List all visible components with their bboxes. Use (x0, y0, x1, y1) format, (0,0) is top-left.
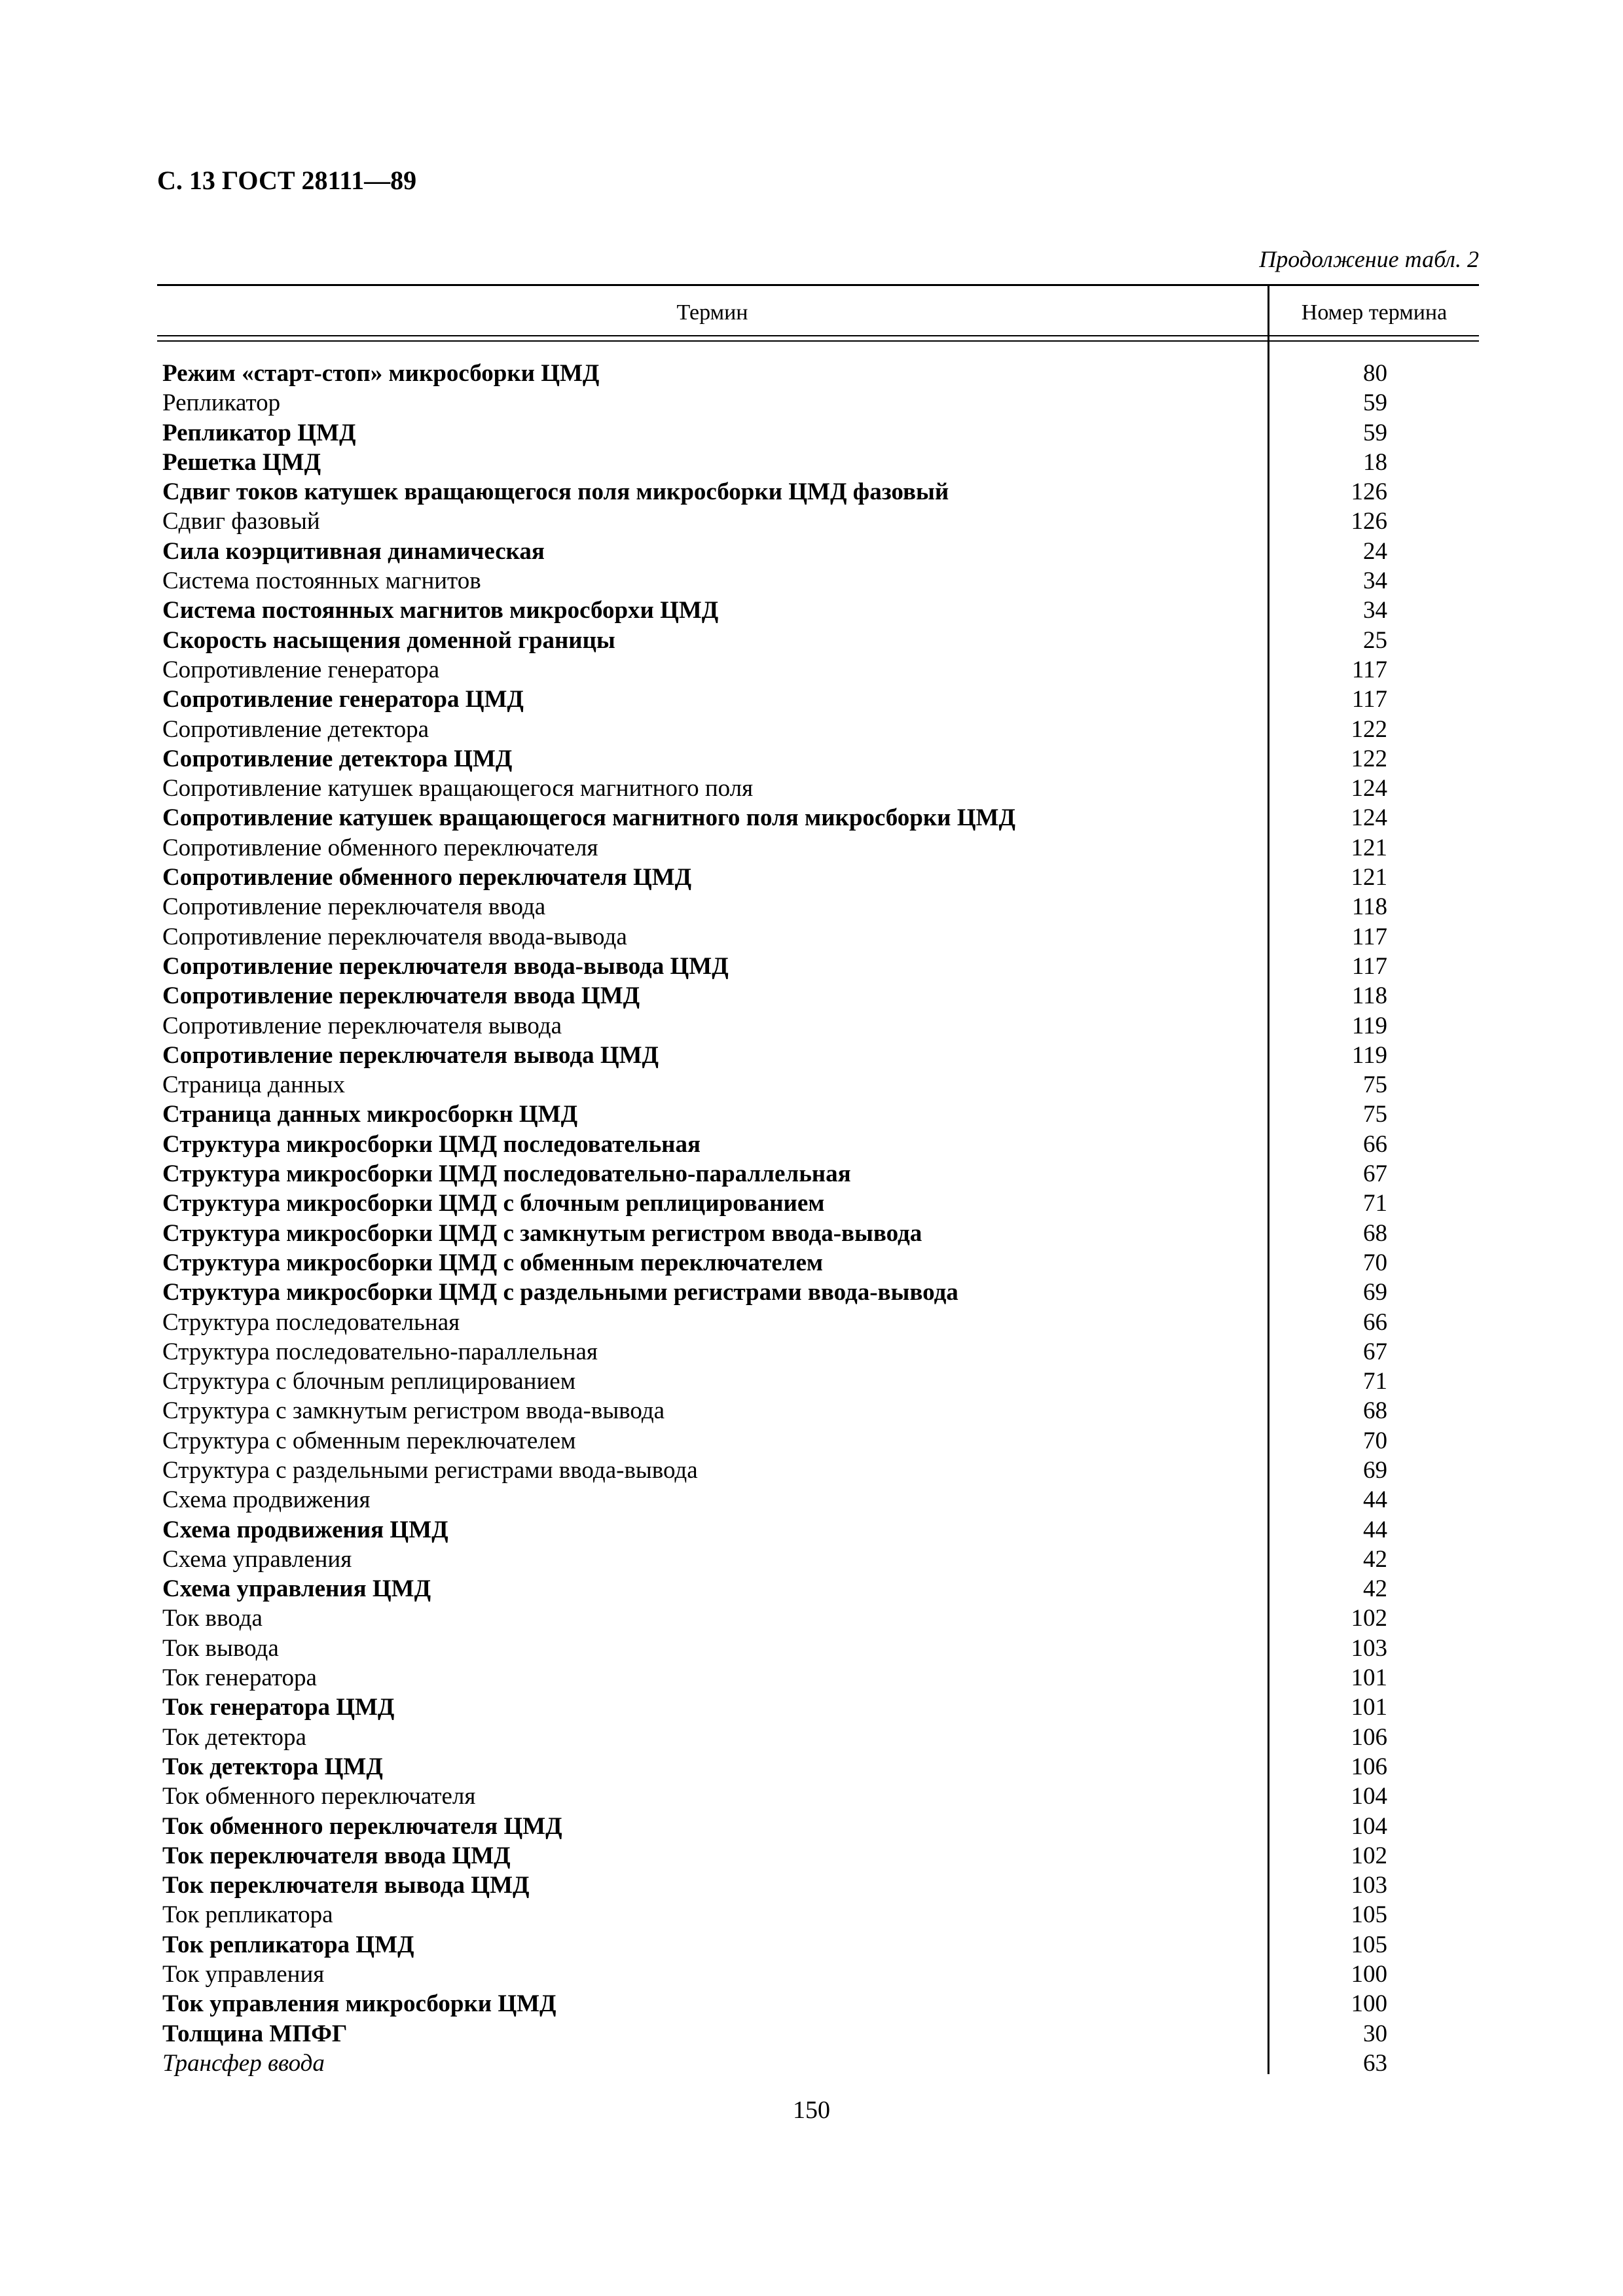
term-number-cell: 67 (1363, 1338, 1387, 1365)
term-cell: Толщина МПФГ (162, 2020, 348, 2047)
term-cell: Сопротивление катушек вращающегося магнитного поля микросборки ЦМД (162, 804, 1015, 832)
term-number-cell: 100 (1351, 1990, 1387, 2018)
term-cell: Сопротивление генератора (162, 656, 440, 683)
table-row (157, 1515, 1479, 1545)
term-number-cell: 71 (1363, 1190, 1387, 1217)
table-row (157, 1189, 1479, 1218)
term-cell: Скорость насыщения доменной границы (162, 626, 615, 654)
term-cell: Ток генератора (162, 1664, 317, 1692)
term-number-cell: 117 (1351, 923, 1387, 950)
table-row (157, 1159, 1479, 1189)
table-row (157, 1545, 1479, 1574)
term-cell: Система постоянных магнитов (162, 567, 481, 595)
term-number-cell: 101 (1351, 1664, 1387, 1692)
term-number-cell: 122 (1351, 745, 1387, 772)
table-row (157, 803, 1479, 833)
table-row (157, 1396, 1479, 1426)
table-row (157, 1723, 1479, 1752)
table-row (157, 2019, 1479, 2049)
table-row (157, 892, 1479, 922)
term-number-cell: 75 (1363, 1071, 1387, 1099)
table-row (157, 448, 1479, 477)
term-cell: Страница данных (162, 1071, 346, 1099)
table-row (157, 1871, 1479, 1900)
term-number-cell: 117 (1351, 952, 1387, 980)
table-row (157, 566, 1479, 596)
table-row (157, 922, 1479, 952)
term-cell: Ток детектора ЦМД (162, 1753, 383, 1780)
term-cell: Сопротивление обменного переключателя ЦМД (162, 864, 692, 891)
table-row (157, 1841, 1479, 1871)
table-row (157, 1960, 1479, 1989)
table-row (157, 685, 1479, 714)
term-number-cell: 117 (1351, 686, 1387, 713)
table-row (157, 1812, 1479, 1841)
term-number-cell: 119 (1351, 1012, 1387, 1039)
term-cell: Ток обменного переключателя ЦМД (162, 1812, 562, 1840)
term-cell: Структура микросборки ЦМД с обменным переключателем (162, 1249, 824, 1276)
term-cell: Структура микросборки ЦМД с замкнутым регистром ввода-вывода (162, 1219, 922, 1247)
table-row (157, 863, 1479, 892)
term-number-cell: 42 (1363, 1575, 1387, 1603)
table-row (157, 1574, 1479, 1604)
term-cell: Сопротивление катушек вращающегося магнитного поля (162, 775, 754, 802)
table-row (157, 1693, 1479, 1722)
table-row (157, 744, 1479, 774)
term-number-cell: 66 (1363, 1308, 1387, 1336)
table-row (157, 537, 1479, 566)
term-number-cell: 44 (1363, 1486, 1387, 1514)
term-cell: Сопротивление детектора ЦМД (162, 745, 513, 772)
table-row (157, 1989, 1479, 2018)
term-cell: Ток ввода (162, 1605, 263, 1632)
term-number-cell: 126 (1351, 478, 1387, 506)
table-row (157, 1041, 1479, 1070)
term-number-cell: 24 (1363, 537, 1387, 565)
term-number-cell: 103 (1351, 1634, 1387, 1662)
term-number-cell: 105 (1351, 1931, 1387, 1958)
term-number-cell: 66 (1363, 1130, 1387, 1158)
table-row (157, 477, 1479, 507)
term-number-cell: 102 (1351, 1605, 1387, 1632)
table-row (157, 981, 1479, 1011)
term-number-cell: 44 (1363, 1516, 1387, 1543)
term-cell: Схема продвижения (162, 1486, 371, 1514)
term-cell: Структура микросборки ЦМД с раздельными регистрами ввода-вывода (162, 1279, 958, 1306)
table-row (157, 1248, 1479, 1278)
term-number-cell: 106 (1351, 1753, 1387, 1780)
term-cell: Структура микросборки ЦМД с блочным реплицированием (162, 1190, 825, 1217)
term-number-cell: 63 (1363, 2049, 1387, 2077)
page-number: 150 (793, 2096, 830, 2124)
term-number-cell: 70 (1363, 1427, 1387, 1454)
term-number-cell: 122 (1351, 715, 1387, 743)
table-top-rule (157, 284, 1479, 286)
term-number-cell: 118 (1351, 893, 1387, 921)
table-row (157, 1456, 1479, 1485)
table-row (157, 1485, 1479, 1515)
term-cell: Ток управления микросборки ЦМД (162, 1990, 556, 2018)
table-row (157, 1278, 1479, 1307)
term-cell: Схема управления ЦМД (162, 1575, 431, 1603)
term-cell: Ток управления (162, 1961, 325, 1988)
column-header-number: Номер термина (1301, 300, 1448, 325)
term-cell: Репликатор ЦМД (162, 419, 356, 446)
term-number-cell: 71 (1363, 1368, 1387, 1395)
term-number-cell: 70 (1363, 1249, 1387, 1276)
term-cell: Ток репликатора ЦМД (162, 1931, 414, 1958)
term-number-cell: 69 (1363, 1279, 1387, 1306)
table-row (157, 418, 1479, 448)
term-cell: Сопротивление генератора ЦМД (162, 686, 524, 713)
term-cell: Система постоянных магнитов микросборхи ЦМД (162, 597, 719, 624)
table-row (157, 1752, 1479, 1782)
table-row (157, 1634, 1479, 1663)
table-row (157, 1011, 1479, 1041)
table-row (157, 1367, 1479, 1396)
term-number-cell: 75 (1363, 1101, 1387, 1128)
term-number-cell: 124 (1351, 775, 1387, 802)
term-cell: Режим «старт-стоп» микросборки ЦМД (162, 360, 600, 387)
table-row (157, 1426, 1479, 1456)
term-number-cell: 105 (1351, 1901, 1387, 1929)
term-cell: Ток переключателя ввода ЦМД (162, 1842, 511, 1869)
term-number-cell: 124 (1351, 804, 1387, 832)
term-cell: Структура последовательная (162, 1308, 460, 1336)
term-cell: Сопротивление детектора (162, 715, 429, 743)
table-row (157, 774, 1479, 803)
term-number-cell: 69 (1363, 1456, 1387, 1484)
term-cell: Структура с обменным переключателем (162, 1427, 576, 1454)
table-row (157, 1663, 1479, 1693)
term-number-cell: 104 (1351, 1783, 1387, 1810)
table-row (157, 1308, 1479, 1337)
term-number-cell: 42 (1363, 1545, 1387, 1573)
table-row (157, 2049, 1479, 2078)
table-row (157, 1604, 1479, 1633)
page-header: С. 13 ГОСТ 28111—89 (157, 166, 417, 195)
term-cell: Сдвиг токов катушек вращающегося поля микросборки ЦМД фазовый (162, 478, 949, 506)
term-cell: Сопротивление переключателя вывода ЦМД (162, 1041, 659, 1069)
term-number-cell: 106 (1351, 1723, 1387, 1751)
term-cell: Ток вывода (162, 1634, 279, 1662)
table-row (157, 952, 1479, 981)
term-cell: Структура с замкнутым регистром ввода-вывода (162, 1397, 665, 1425)
term-cell: Ток репликатора (162, 1901, 333, 1929)
term-cell: Структура микросборки ЦМД последовательная (162, 1130, 701, 1158)
table-row (157, 596, 1479, 625)
term-cell: Страница данных микросборкн ЦМД (162, 1101, 578, 1128)
table-row (157, 507, 1479, 536)
term-number-cell: 121 (1351, 864, 1387, 891)
table-row (157, 1219, 1479, 1248)
table-row (157, 1930, 1479, 1960)
term-number-cell: 18 (1363, 448, 1387, 476)
term-cell: Трансфер ввода (162, 2049, 325, 2077)
table-row (157, 1900, 1479, 1929)
term-cell: Ток обменного переключателя (162, 1783, 476, 1810)
term-number-cell: 67 (1363, 1160, 1387, 1188)
header-double-rule (157, 335, 1479, 342)
table-row (157, 388, 1479, 418)
term-cell: Сопротивление переключателя ввода (162, 893, 546, 921)
term-number-cell: 80 (1363, 360, 1387, 387)
term-cell: Сопротивление обменного переключателя (162, 834, 598, 861)
table-body (157, 359, 1479, 2078)
term-number-cell: 68 (1363, 1397, 1387, 1425)
table-row (157, 655, 1479, 685)
table-row (157, 1070, 1479, 1100)
term-number-cell: 118 (1351, 982, 1387, 1010)
term-cell: Сила коэрцитивная динамическая (162, 537, 545, 565)
term-cell: Репликатор (162, 389, 281, 417)
term-number-cell: 119 (1351, 1041, 1387, 1069)
term-number-cell: 103 (1351, 1872, 1387, 1899)
term-cell: Схема продвижения ЦМД (162, 1516, 448, 1543)
term-cell: Структура с блочным реплицированием (162, 1368, 576, 1395)
table-row (157, 1100, 1479, 1129)
term-cell: Сопротивление переключателя вывода (162, 1012, 562, 1039)
term-number-cell: 25 (1363, 626, 1387, 654)
term-number-cell: 59 (1363, 419, 1387, 446)
table-row (157, 715, 1479, 744)
term-number-cell: 30 (1363, 2020, 1387, 2047)
term-number-cell: 126 (1351, 508, 1387, 535)
table-continuation-label: Продолжение табл. 2 (1259, 246, 1479, 272)
term-number-cell: 104 (1351, 1812, 1387, 1840)
term-cell: Сопротивление переключателя ввода-вывода (162, 923, 627, 950)
table-row (157, 359, 1479, 388)
term-cell: Сдвиг фазовый (162, 508, 320, 535)
term-cell: Схема управления (162, 1545, 352, 1573)
term-number-cell: 100 (1351, 1961, 1387, 1988)
term-cell: Ток переключателя вывода ЦМД (162, 1872, 530, 1899)
table-row (157, 1337, 1479, 1367)
table-row (157, 833, 1479, 863)
table-row (157, 1782, 1479, 1811)
table-row (157, 1130, 1479, 1159)
term-number-cell: 121 (1351, 834, 1387, 861)
column-header-term: Термин (676, 300, 748, 325)
term-number-cell: 59 (1363, 389, 1387, 417)
term-cell: Структура микросборки ЦМД последовательно-параллельная (162, 1160, 851, 1188)
term-number-cell: 117 (1351, 656, 1387, 683)
term-cell: Структура с раздельными регистрами ввода-вывода (162, 1456, 698, 1484)
term-number-cell: 68 (1363, 1219, 1387, 1247)
term-number-cell: 102 (1351, 1842, 1387, 1869)
term-number-cell: 101 (1351, 1694, 1387, 1721)
term-number-cell: 34 (1363, 567, 1387, 595)
term-cell: Сопротивление переключателя ввода-вывода ЦМД (162, 952, 729, 980)
term-cell: Сопротивление переключателя ввода ЦМД (162, 982, 640, 1010)
term-cell: Структура последовательно-параллельная (162, 1338, 598, 1365)
table-row (157, 626, 1479, 655)
term-cell: Ток генератора ЦМД (162, 1694, 395, 1721)
term-number-cell: 34 (1363, 597, 1387, 624)
term-cell: Ток детектора (162, 1723, 306, 1751)
term-cell: Решетка ЦМД (162, 448, 321, 476)
